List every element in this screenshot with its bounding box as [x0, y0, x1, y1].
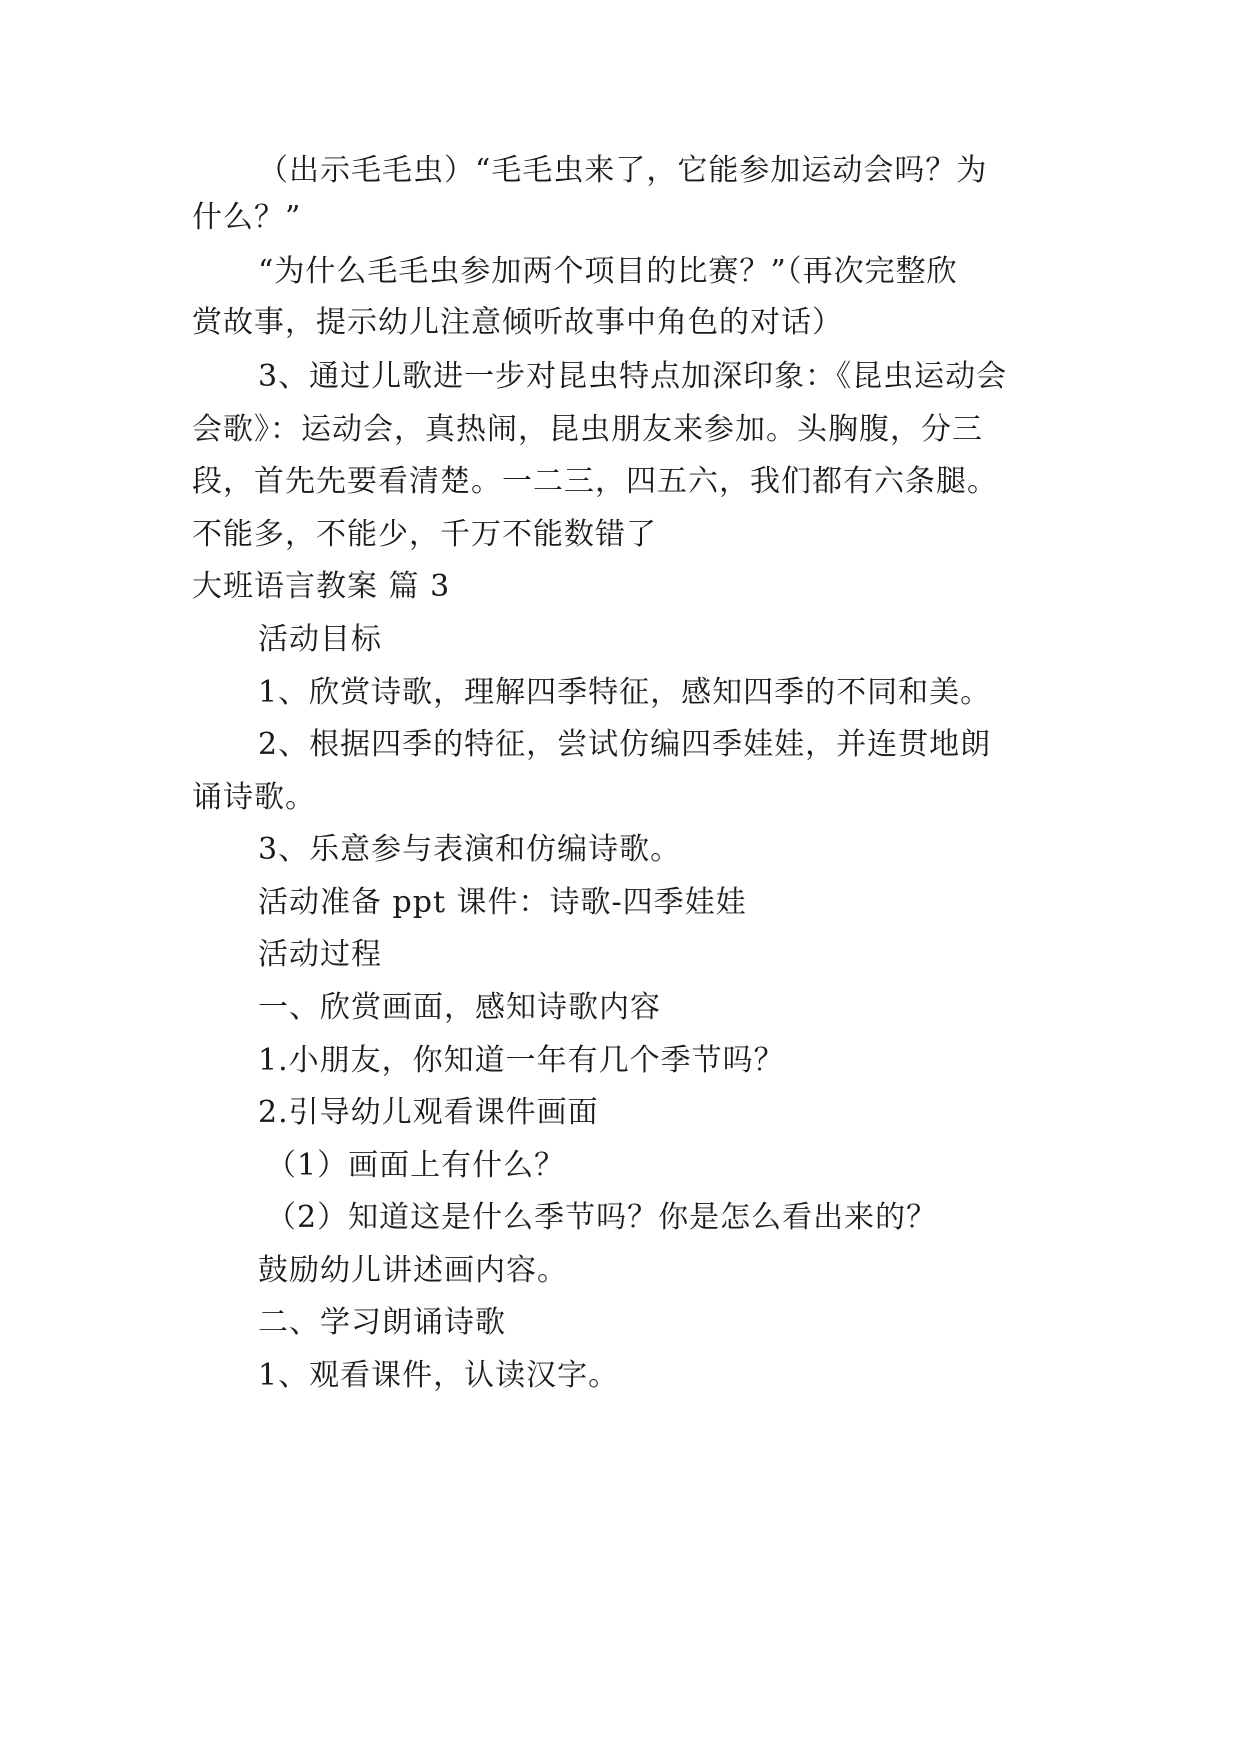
list-item: 1.小朋友，你知道一年有几个季节吗？: [258, 1043, 785, 1078]
paragraph-line: “为什么毛毛虫参加两个项目的比赛？”（再次完整欣: [258, 254, 958, 289]
paragraph-line: 3、通过儿歌进一步对昆虫特点加深印象：《昆虫运动会: [258, 359, 1008, 394]
list-item: （2）知道这是什么季节吗？你是怎么看出来的？: [266, 1200, 938, 1235]
list-item: 1、观看课件，认读汉字。: [258, 1358, 620, 1393]
paragraph-line: 什么？”: [192, 200, 302, 235]
list-item: 一、欣赏画面，感知诗歌内容: [258, 990, 661, 1025]
paragraph-line: 会歌》：运动会，真热闹，昆虫朋友来参加。头胸腹，分三: [192, 412, 983, 447]
subheading: 活动过程: [258, 937, 382, 972]
section-heading: 大班语言教案 篇 3: [192, 569, 451, 604]
paragraph-line: 诵诗歌。: [192, 780, 316, 815]
list-item: 2.引导幼儿观看课件画面: [258, 1095, 599, 1130]
list-item: （1）画面上有什么？: [266, 1148, 566, 1183]
paragraph-line: （出示毛毛虫）“毛毛虫来了，它能参加运动会吗？为: [258, 153, 988, 188]
subheading: 活动准备 ppt 课件：诗歌-四季娃娃: [258, 885, 747, 920]
paragraph-line: 不能多，不能少，千万不能数错了: [192, 517, 657, 552]
list-item: 3、乐意参与表演和仿编诗歌。: [258, 832, 682, 867]
paragraph-line: 段，首先先要看清楚。一二三，四五六，我们都有六条腿。: [192, 464, 998, 499]
paragraph-line: 赏故事，提示幼儿注意倾听故事中角色的对话）: [192, 305, 843, 340]
subheading: 活动目标: [258, 622, 382, 657]
list-item: 二、学习朗诵诗歌: [258, 1305, 506, 1340]
list-item: 2、根据四季的特征，尝试仿编四季娃娃，并连贯地朗: [258, 727, 992, 762]
paragraph-line: 鼓励幼儿讲述画内容。: [258, 1253, 568, 1288]
list-item: 1、欣赏诗歌，理解四季特征，感知四季的不同和美。: [258, 675, 992, 710]
